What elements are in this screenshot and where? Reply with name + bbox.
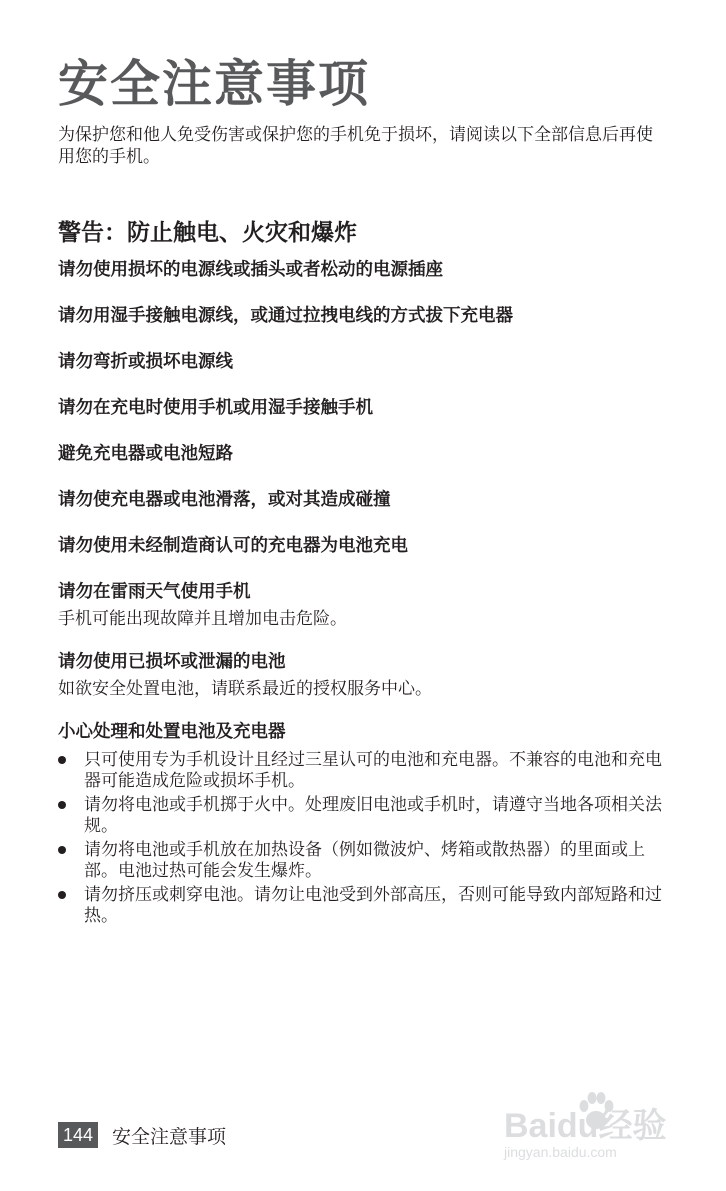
warning-item [58,488,668,512]
warning-heading: 请勿弯折或损坏电源线 [58,352,233,372]
detail-description: 如欲安全处置电池，请联系最近的授权服务中心。 [58,679,432,699]
page-footer [58,1122,226,1148]
detail-heading: 请勿在雷雨天气使用手机 [58,582,251,602]
bullet-text: 请勿将电池或手机掷于火中。处理废旧电池或手机时，请遵守当地各项相关法规。 [84,795,662,836]
battery-heading: 小心处理和处置电池及充电器 [58,722,286,742]
bullet-item [58,885,664,927]
warning-heading: 请勿使充电器或电池滑落，或对其造成碰撞 [58,490,391,510]
bullet-list [58,750,668,927]
bullet-text: 请勿挤压或刺穿电池。请勿让电池受到外部高压，否则可能导致内部短路和过热。 [84,885,662,926]
bullet-icon [58,756,66,764]
bullet-item [58,840,664,882]
footer-label: 安全注意事项 [112,1125,227,1148]
warning-list [58,258,668,558]
bullet-item [58,750,664,792]
detail-list [58,580,668,700]
baidu-watermark [504,1090,674,1170]
paw-icon [574,1090,618,1134]
page-number: 144 [58,1122,98,1148]
warning-item [58,396,668,420]
warning-item [58,258,668,282]
bullet-icon [58,801,66,809]
warning-item [58,534,668,558]
detail-item [58,580,668,630]
detail-item [58,650,668,700]
bullet-icon [58,846,66,854]
warning-heading: 请勿使用损坏的电源线或插头或者松动的电源插座 [58,260,443,280]
warning-heading: 请勿使用未经制造商认可的充电器为电池充电 [58,536,408,556]
warning-heading: 请勿用湿手接触电源线，或通过拉拽电线的方式拔下充电器 [58,306,513,326]
warning-heading: 请勿在充电时使用手机或用湿手接触手机 [58,398,373,418]
bullet-text: 只可使用专为手机设计且经过三星认可的电池和充电器。不兼容的电池和充电器可能造成危险或损坏手机。 [84,750,662,791]
section-title: 警告：防止触电、火灾和爆炸 [58,220,357,246]
document-page [58,52,668,930]
battery-item [58,720,668,927]
warning-item [58,350,668,374]
watermark-brand: Baidu经验 [504,1107,667,1145]
bullet-icon [58,891,66,899]
page-title: 安全注意事项 [58,55,370,113]
detail-description: 手机可能出现故障并且增加电击危险。 [58,609,347,629]
warning-item [58,304,668,328]
detail-heading: 请勿使用已损坏或泄漏的电池 [58,652,286,672]
bullet-text: 请勿将电池或手机放在加热设备（例如微波炉、烤箱或散热器）的里面或上部。电池过热可能会发生爆炸。 [84,840,645,881]
warning-heading: 避免充电器或电池短路 [58,444,233,464]
bullet-item [58,795,664,837]
warning-item [58,442,668,466]
intro-paragraph: 为保护您和他人免受伤害或保护您的手机免于损坏，请阅读以下全部信息后再使用您的手机。 [58,125,653,167]
watermark-url: jingyan.baidu.com [504,1144,617,1160]
